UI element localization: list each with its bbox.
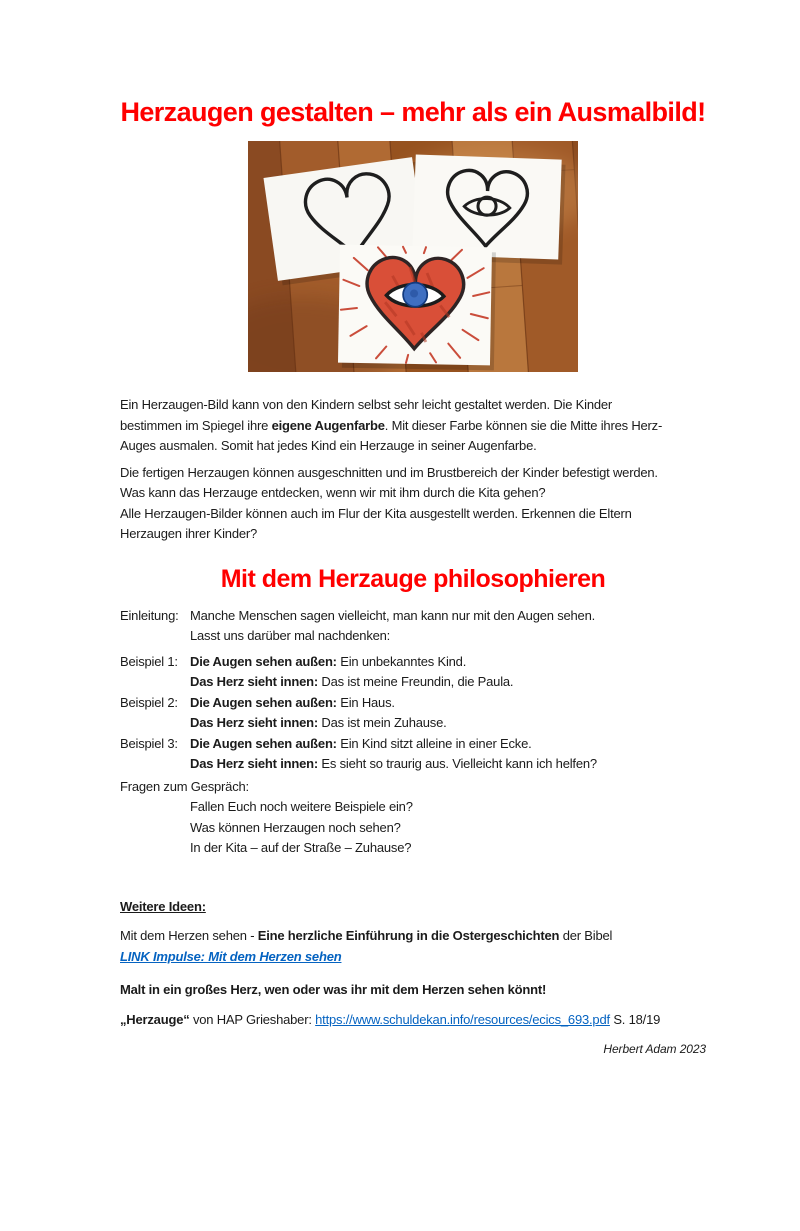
page-title: Herzaugen gestalten – mehr als ein Ausmalbild!	[120, 97, 706, 127]
frage-line: Fallen Euch noch weitere Beispiele ein?	[190, 799, 413, 814]
beispiel-row	[120, 734, 706, 775]
bold-text-segment: Das Herz sieht innen:	[190, 756, 318, 771]
section-heading-philosophieren: Mit dem Herzauge philosophieren	[220, 564, 606, 593]
bold-text-segment: Die Augen sehen außen:	[190, 694, 337, 710]
beispiel-label: Beispiel 2:	[120, 694, 178, 710]
text-line	[190, 713, 447, 734]
text-line: Ein Herzaugen-Bild kann von den Kindern selbst sehr leicht gestaltet werden. Die Kinder	[120, 397, 613, 412]
impulse-link-line	[120, 947, 706, 968]
bold-text-segment: Das Herz sieht innen:	[190, 674, 318, 689]
paper-colored-heart-eye	[338, 245, 496, 371]
text-line	[190, 652, 513, 673]
text-segment: Das ist meine Freundin, die Paula.	[318, 674, 514, 689]
einleitung-row	[120, 606, 706, 647]
herzaugen-photo	[248, 141, 578, 372]
beispiel-row	[120, 652, 706, 693]
text-line: Auges ausmalen. Somit hat jedes Kind ein Herzauge in seiner Augenfarbe.	[120, 438, 537, 453]
text-line: Was kann das Herzauge entdecken, wenn wir mit ihm durch die Kita gehen?	[120, 485, 546, 500]
weitere-ideen-heading	[120, 897, 706, 918]
document-page	[0, 98, 800, 1057]
text-line: Herzaugen ihrer Kinder?	[120, 526, 258, 541]
text-segment: . Mit dieser Farbe können sie die Mitte ihres Herz-	[384, 417, 663, 433]
text-segment: Es sieht so traurig aus. Vielleicht kann ich helfen?	[318, 756, 597, 771]
text-line: Lasst uns darüber mal nachdenken:	[190, 628, 391, 643]
beispiele-block	[120, 652, 706, 775]
footer-credit: Herbert Adam 2023	[603, 1042, 706, 1056]
text-line	[190, 754, 597, 775]
text-line	[190, 693, 447, 714]
bold-text-segment: eigene Augenfarbe	[271, 417, 385, 433]
intro-paragraph-2	[120, 463, 706, 545]
underlined-heading: Weitere Ideen:	[120, 898, 206, 914]
weitere-ideen-section	[120, 897, 706, 1031]
einleitung-label: Einleitung:	[120, 607, 179, 623]
text-segment: der Bibel	[559, 928, 613, 943]
text-segment: Mit dem Herzen sehen -	[120, 928, 258, 943]
text-segment: S. 18/19	[609, 1011, 661, 1027]
text-line: Alle Herzaugen-Bilder können auch im Flur der Kita ausgestellt werden. Erkennen die Eltern	[120, 505, 632, 521]
bold-text-segment: Die Augen sehen außen:	[190, 653, 337, 669]
malt-line: Malt in ein großes Herz, wen oder was ihr mit dem Herzen sehen könnt!	[120, 982, 547, 997]
text-line: Die fertigen Herzaugen können ausgeschnitten und im Brustbereich der Kinder befestigt werden.	[120, 464, 658, 480]
bold-text-segment: Eine herzliche Einführung in die Ostergeschichten	[257, 928, 560, 943]
fragen-label: Fragen zum Gespräch:	[120, 778, 249, 794]
text-segment: Das ist mein Zuhause.	[318, 715, 447, 730]
frage-line: In der Kita – auf der Straße – Zuhause?	[190, 840, 412, 855]
photo-container	[120, 141, 706, 372]
text-line	[190, 734, 597, 755]
beispiel-content	[190, 693, 447, 734]
citation-link[interactable]: https://www.schuldekan.info/resources/ecics_693.pdf	[315, 1011, 610, 1027]
text-segment: Ein Kind sitzt alleine in einer Ecke.	[336, 735, 532, 751]
beispiel-row	[120, 693, 706, 734]
intro-paragraph-1	[120, 395, 706, 457]
beispiel-content	[190, 652, 513, 693]
beispiel-label: Beispiel 1:	[120, 653, 178, 669]
citation-line	[120, 1010, 706, 1031]
bold-text-segment: „Herzauge“	[120, 1011, 190, 1027]
text-line	[190, 672, 513, 693]
oster-line	[120, 926, 706, 947]
bold-text-segment: Das Herz sieht innen:	[190, 715, 318, 730]
text-segment: bestimmen im Spiegel ihre	[120, 417, 272, 433]
text-segment: Ein Haus.	[336, 694, 395, 710]
text-segment: Ein unbekanntes Kind.	[336, 653, 467, 669]
text-segment: von HAP Grieshaber:	[189, 1011, 316, 1027]
frage-line: Was können Herzaugen noch sehen?	[190, 819, 401, 835]
einleitung-content	[190, 606, 595, 647]
fragen-block	[120, 777, 706, 859]
beispiel-label: Beispiel 3:	[120, 735, 178, 751]
text-line	[120, 416, 706, 437]
beispiel-content	[190, 734, 597, 775]
bold-text-segment: Die Augen sehen außen:	[190, 735, 337, 751]
impulse-link[interactable]: LINK Impulse: Mit dem Herzen sehen	[120, 948, 342, 964]
text-line: Manche Menschen sagen vielleicht, man kann nur mit den Augen sehen.	[190, 607, 596, 623]
